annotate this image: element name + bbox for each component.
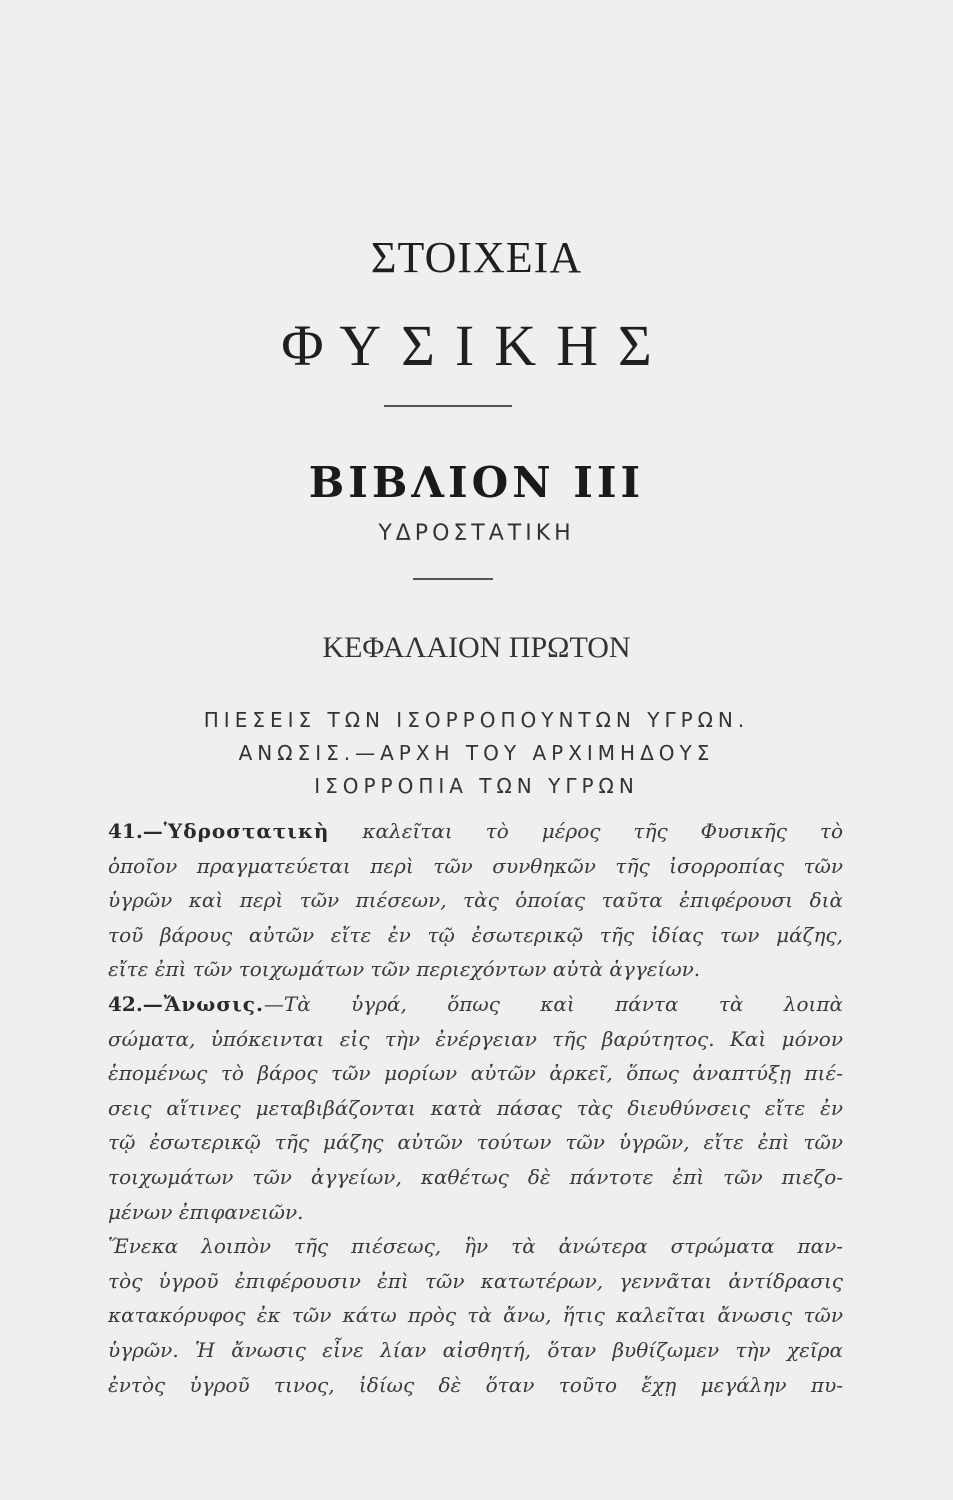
paragraph-term: —Ὑδροστατικὴ [142, 819, 330, 843]
text-line: ἐντὸς ὑγροῦ τινος, ἰδίως δὲ ὅταν τοῦτο ἔχῃ μεγάλην πυ- [108, 1372, 843, 1397]
text-line: τὸς ὑγροῦ ἐπιφέρουσιν ἐπὶ τῶν κατωτέρων, γεννᾶται ἀντίδρασις [108, 1268, 843, 1293]
text-line [108, 987, 843, 1022]
text-line-content: —Τὰ ὑγρά, ὅπως καὶ πάντα τὰ λοιπὰ [263, 991, 843, 1016]
chapter-description-line: ΠΙΕΣΕΙΣ ΤΩΝ ΙΣΟΡΡΟΠΟΥΝΤΩΝ ΥΓΡΩΝ. [203, 708, 750, 732]
chapter-description-line: ΙΣΟΡΡΟΠΙΑ ΤΩΝ ΥΓΡΩΝ [314, 774, 639, 798]
paragraph-number: 42. [108, 991, 143, 1016]
main-title: ΣΤΟΙΧΕΙΑ [370, 233, 583, 282]
text-line: μένων ἐπιφανειῶν. [108, 1199, 304, 1224]
main-subtitle: ΦΥΣΙΚΗΣ [281, 313, 672, 378]
text-line: σεις αἵτινες μεταβιβάζονται κατὰ πάσας τὰς διευθύνσεις εἴτε ἐν [108, 1095, 843, 1120]
text-line: ὑγρῶν. Ἡ ἄνωσις εἶνε λίαν αἰσθητή, ὅταν βυθίζωμεν τὴν χεῖρα [108, 1337, 843, 1362]
text-line: τῷ ἐσωτερικῷ τῆς μάζης αὐτῶν τούτων τῶν ὑγρῶν, εἴτε ἐπὶ τῶν [108, 1130, 843, 1155]
book-subject: ΥΔΡΟΣΤΑΤΙΚΗ [378, 521, 575, 546]
chapter-title: ΚΕΦΑΛΑΙΟΝ ΠΡΩΤΟΝ [322, 631, 631, 664]
text-line: τοῦ βάρους αὐτῶν εἴτε ἐν τῷ ἐσωτερικῷ τῆς ἰδίας των μάζης, [108, 922, 843, 947]
text-line [108, 814, 843, 849]
text-line-content: καλεῖται τὸ μέρος τῆς Φυσικῆς τὸ [329, 819, 843, 843]
divider-rule [413, 578, 493, 580]
text-line: εἴτε ἐπὶ τῶν τοιχωμάτων τῶν περιεχόντων αὐτὰ ἀγγείων. [108, 957, 701, 982]
text-line: ὁποῖον πραγματεύεται περὶ τῶν συνθηκῶν τῆς ἰσορροπίας τῶν [108, 853, 843, 878]
text-line: ἑπομένως τὸ βάρος τῶν μορίων αὐτῶν ἀρκεῖ, ὅπως ἀναπτύξῃ πιέ- [108, 1061, 843, 1086]
book-label: ΒΙΒΛΙΟΝ ΙΙΙ [308, 458, 645, 507]
text-line: σώματα, ὑπόκεινται εἰς τὴν ἐνέργειαν τῆς βαρύτητος. Καὶ μόνον [108, 1026, 843, 1051]
body-text [108, 814, 843, 1402]
chapter-description [0, 704, 953, 803]
text-line: Ἕνεκα λοιπὸν τῆς πιέσεως, ἣν τὰ ἀνώτερα στρώματα παν- [108, 1234, 843, 1259]
paragraph-term: —Ἄνωσις. [142, 991, 264, 1016]
text-line: τοιχωμάτων τῶν ἀγγείων, καθέτως δὲ πάντοτε ἐπὶ τῶν πιεζο- [108, 1164, 843, 1189]
chapter-description-line: ΑΝΩΣΙΣ.—ΑΡΧΗ ΤΟΥ ΑΡΧΙΜΗΔΟΥΣ [238, 741, 715, 765]
divider-rule [384, 405, 512, 407]
text-line: ὑγρῶν καὶ περὶ τῶν πιέσεων, τὰς ὁποίας ταῦτα ἐπιφέρουσι διὰ [108, 888, 843, 913]
paragraph-number: 41. [108, 819, 143, 843]
text-line: κατακόρυφος ἐκ τῶν κάτω πρὸς τὰ ἄνω, ἥτις καλεῖται ἄνωσις τῶν [108, 1303, 843, 1328]
